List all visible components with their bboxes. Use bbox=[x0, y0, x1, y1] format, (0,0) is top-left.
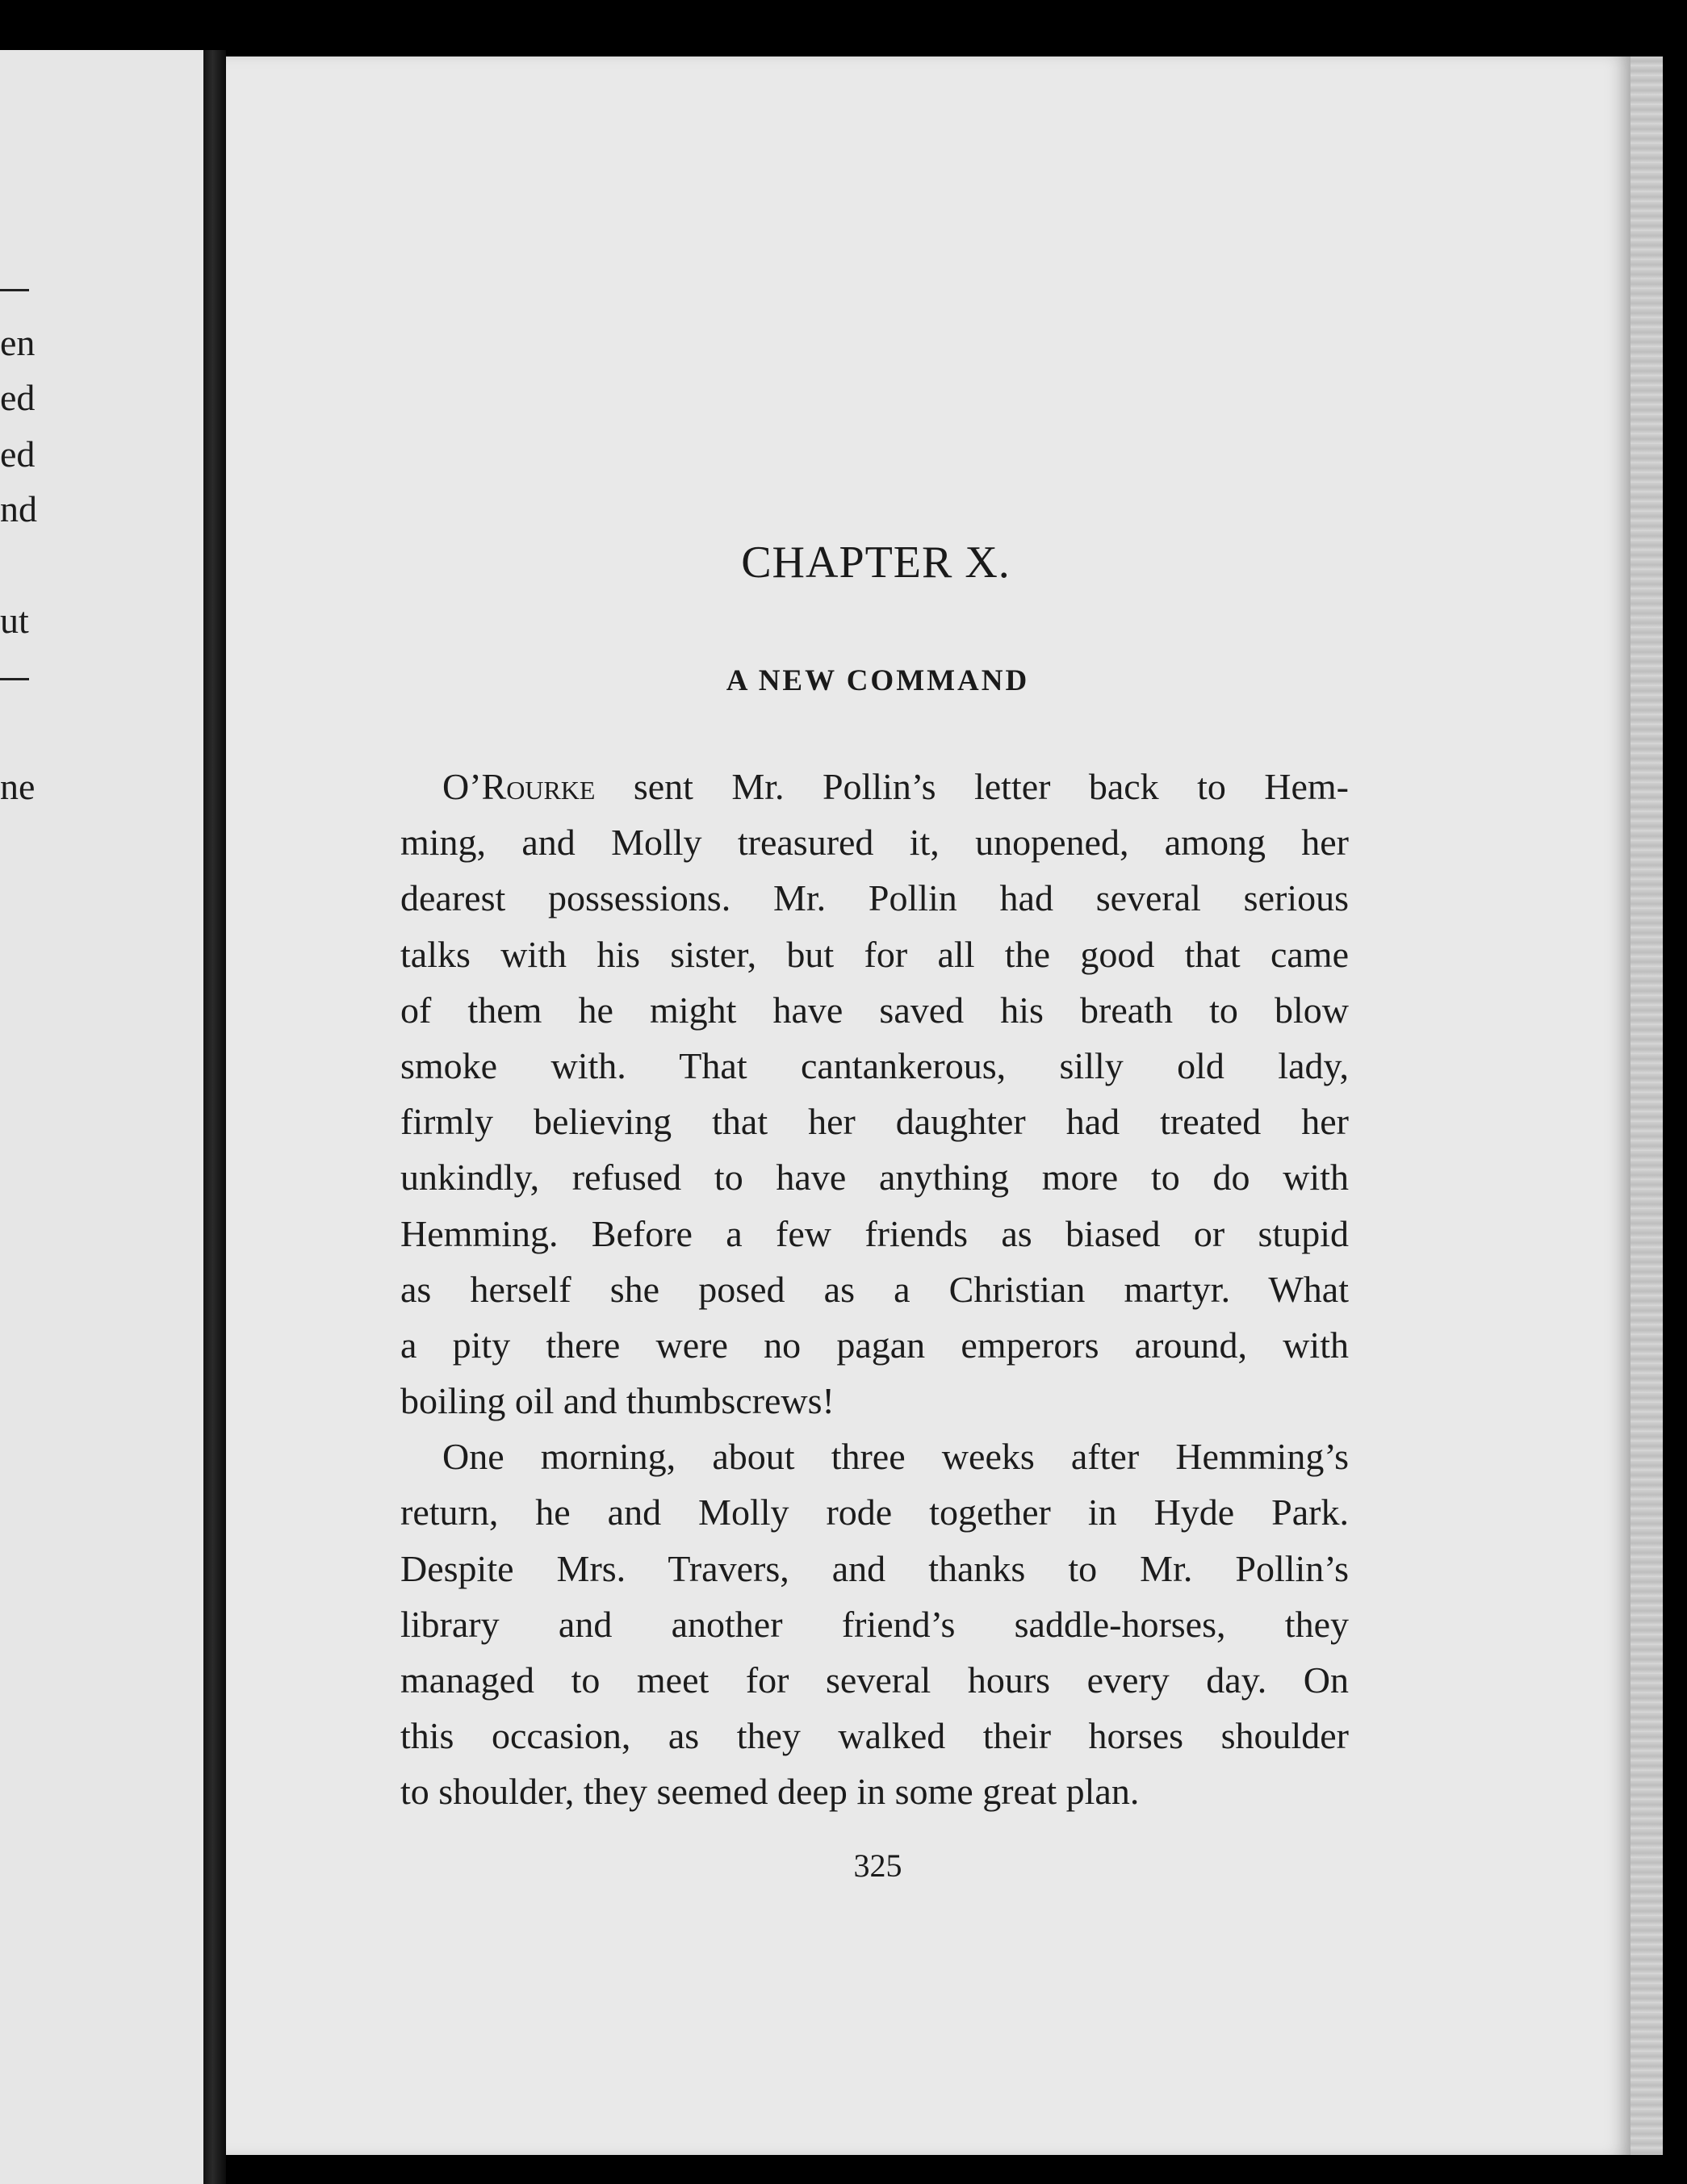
text-line: this occasion, as they walked their horses shoulder bbox=[400, 1715, 1349, 1757]
text-line: return, he and Molly rode together in Hyde Park. bbox=[400, 1492, 1349, 1533]
text-line: to shoulder, they seemed deep in some great plan. bbox=[400, 1771, 1140, 1813]
paragraph bbox=[400, 1429, 1349, 1819]
text-fragment: en bbox=[0, 322, 36, 363]
text-line: smoke with. That cantankerous, silly old lady, bbox=[400, 1044, 1349, 1086]
text-line: of them he might have saved his breath to blow bbox=[400, 989, 1349, 1031]
text-line-rest: sent Mr. Pollin’s letter back to Hem- bbox=[595, 766, 1349, 807]
page-edge bbox=[1630, 56, 1663, 2155]
text-fragment: ed bbox=[0, 433, 36, 475]
text-line: Hemming. Before a few friends as biased or stupid bbox=[400, 1212, 1349, 1254]
text-line: as herself she posed as a Christian martyr. What bbox=[400, 1268, 1349, 1310]
text-fragment: ut bbox=[0, 600, 29, 641]
text-line: managed to meet for several hours every day. On bbox=[400, 1659, 1349, 1701]
page-number: 325 bbox=[853, 1847, 902, 1884]
text-fragment: nd bbox=[0, 488, 37, 529]
text-line: dearest possessions. Mr. Pollin had several serious bbox=[400, 877, 1349, 919]
dash-rule bbox=[0, 289, 29, 291]
text-line: talks with his sister, but for all the good that came bbox=[400, 933, 1349, 975]
chapter-subtitle: A NEW COMMAND bbox=[726, 664, 1030, 697]
text-line: boiling oil and thumbscrews! bbox=[400, 1380, 835, 1422]
text-fragment: ed bbox=[0, 377, 36, 418]
text-line: a pity there were no pagan emperors around, with bbox=[400, 1324, 1349, 1366]
text-line: firmly believing that her daughter had treated her bbox=[400, 1101, 1349, 1143]
text-line: Despite Mrs. Travers, and thanks to Mr. Pollin’s bbox=[400, 1547, 1349, 1589]
text-line bbox=[400, 759, 1349, 814]
text-line: One morning, about three weeks after Hemming’s bbox=[442, 1436, 1349, 1478]
text-line: ming, and Molly treasured it, unopened, among her bbox=[400, 822, 1349, 864]
lead-word: O’Rourke bbox=[442, 766, 596, 807]
text-fragment: ne bbox=[0, 766, 36, 807]
text-line: unkindly, refused to have anything more to do with bbox=[400, 1157, 1349, 1199]
text-line: library and another friend’s saddle-horses, they bbox=[400, 1603, 1349, 1645]
paragraph bbox=[400, 759, 1349, 1429]
body-text bbox=[400, 759, 1349, 1820]
chapter-title: CHAPTER X. bbox=[741, 538, 1011, 588]
